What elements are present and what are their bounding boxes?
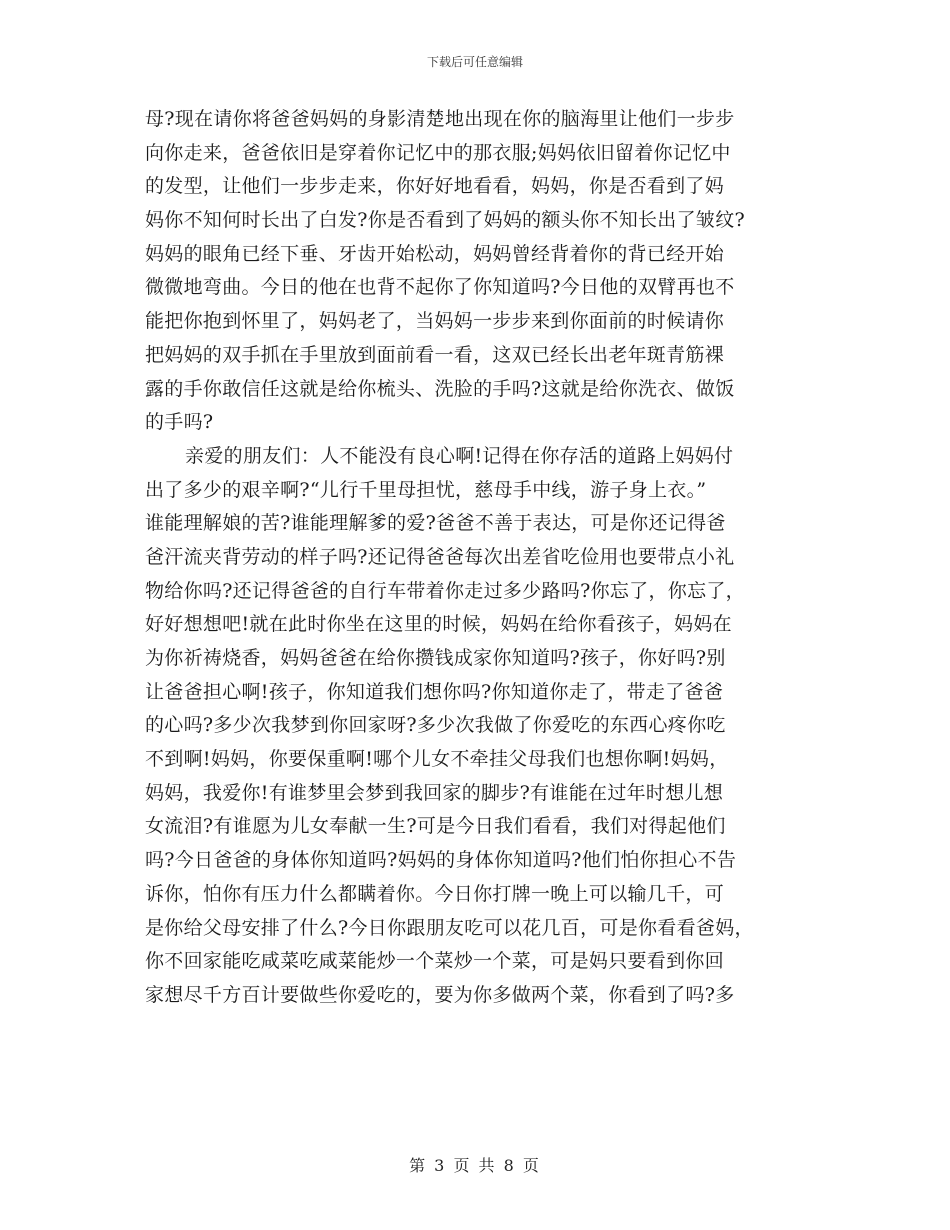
- text-line: 家想尽千方百计要做些你爱吃的，要为你多做两个菜，你看到了吗?多: [145, 983, 735, 1006]
- text-line: 好好想想吧!就在此时你坐在这里的时候，妈妈在给你看孩子，妈妈在: [145, 613, 732, 636]
- text-line: 的心吗?多少次我梦到你回家呀?多少次我做了你爱吃的东西心疼你吃: [145, 714, 726, 737]
- text-line: 的发型，让他们一步步走来，你好好地看看，妈妈，你是否看到了妈: [145, 175, 725, 198]
- text-line: 微微地弯曲。今日的他在也背不起你了你知道吗?今日他的双臂再也不: [145, 276, 735, 299]
- text-line: 露的手你敢信任这就是给你梳头、洗脸的手吗?这就是给你洗衣、做饭: [145, 377, 735, 400]
- text-line: 谁能理解娘的苦?谁能理解爹的爱?爸爸不善于表达，可是你还记得爸: [145, 512, 726, 535]
- text-line: 女流泪?有谁愿为儿女奉献一生?可是今日我们看看，我们对得起他们: [145, 815, 726, 838]
- text-line: 母?现在请你将爸爸妈妈的身影清楚地出现在你的脑海里让他们一步步: [145, 108, 735, 130]
- text-line: 妈妈，我爱你!有谁梦里会梦到我回家的脚步?有谁能在过年时想儿想: [145, 781, 724, 804]
- text-line: 亲爱的朋友们：人不能没有良心啊!记得在你存活的道路上妈妈付: [185, 444, 734, 467]
- text-line: 妈你不知何时长出了白发?你是否看到了妈妈的额头你不知长出了皱纹?: [145, 209, 745, 232]
- text-line: 把妈妈的双手抓在手里放到面前看一看，这双已经长出老年斑青筋裸: [145, 343, 725, 366]
- text-line: 让爸爸担心啊!孩子，你知道我们想你吗?你知道你走了，带走了爸爸: [145, 680, 724, 703]
- text-line: 你不回家能吃咸菜吃咸菜能炒一个菜炒一个菜，可是妈只要看到你回: [145, 950, 725, 973]
- text-line: 诉你，怕你有压力什么都瞒着你。今日你打牌一晚上可以输几千，可: [145, 882, 725, 905]
- text-line: 是你给父母安排了什么?今日你跟朋友吃可以花几百，可是你看看爸妈，: [145, 916, 754, 939]
- text-line: 妈妈的眼角已经下垂、牙齿开始松动，妈妈曾经背着你的背已经开始: [145, 242, 725, 265]
- text-line: 物给你吗?还记得爸爸的自行车带着你走过多少路吗?你忘了，你忘了，: [145, 579, 745, 602]
- document-body: [145, 103, 810, 1013]
- text-line: 向你走来，爸爸依旧是穿着你记忆中的那衣服;妈妈依旧留着你记忆中: [145, 141, 731, 164]
- text-line: 为你祈祷烧香，妈妈爸爸在给你攒钱成家你知道吗?孩子，你好吗?别: [145, 647, 726, 669]
- text-line: 不到啊!妈妈，你要保重啊!哪个儿女不牵挂父母我们也想你啊!妈妈，: [145, 748, 729, 771]
- paragraph: [145, 103, 810, 440]
- text-line: 出了多少的艰辛啊?“儿行千里母担忧，慈母手中线，游子身上衣。”: [145, 478, 707, 501]
- page-header: 下载后可任意编辑: [426, 55, 523, 69]
- paragraph: [145, 440, 810, 1013]
- text-line: 吗?今日爸爸的身体你知道吗?妈妈的身体你知道吗?他们怕你担心不告: [145, 849, 737, 872]
- text-line: 的手吗?: [145, 411, 214, 434]
- text-line: 爸汗流夹背劳动的样子吗?还记得爸爸每次出差省吃俭用也要带点小礼: [145, 545, 735, 568]
- text-line: 能把你抱到怀里了，妈妈老了，当妈妈一步步来到你面前的时候请你: [145, 310, 725, 333]
- page-number-footer: 第 3 页 共 8 页: [409, 1156, 541, 1175]
